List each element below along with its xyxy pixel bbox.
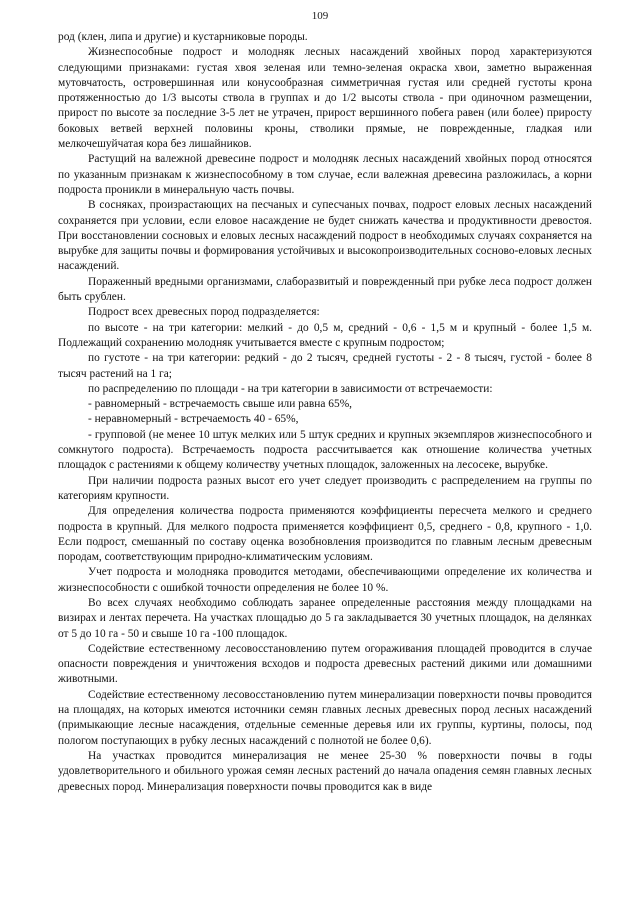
paragraph-19: На участках проводится минерализация не менее 25-30 % поверхности почвы в годы удовлетворительного и обильного урожая семян лесных растений до начала опадения семян главных лесных древесных пород. Минерализация поверхности почвы проводится как в виде [58, 749, 592, 793]
paragraph-13: При наличии подроста разных высот его учет следует производить с распределением на группы по категориям крупности. [58, 474, 592, 502]
page-number: 109 [311, 10, 329, 22]
paragraph-5: Пораженный вредными организмами, слаборазвитый и поврежденный при рубке леса подрост должен быть срублен. [58, 275, 592, 304]
paragraph-12: - групповой (не менее 10 штук мелких или 5 штук средних и крупных экземпляров жизнеспособного и сомкнутого подроста). Встречаемость подроста рассчитывается как отношение количества учетных площадок с растениями к общему количеству учетных площадок, заложенных на лесосеке, вырубке. [58, 428, 592, 472]
paragraph-15: Учет подроста и молодняка проводится методами, обеспечивающими определение их количества и жизнеспособности с ошибкой точности определения не более 10 %. [58, 566, 592, 594]
paragraph-2: Жизнеспособные подрост и молодняк лесных насаждений хвойных пород характеризуются следующими признаками: густая хвоя зеленая или темно-зеленая окраска хвои, заметно выраженная мутовчатость, островершинная или конусообразная симметричная густая или средней густоты крона протяженностью до 1/3 высоты ствола в группах и до 1/2 высоты ствола - при одиночном размещении, прирост по высоте за последние 3-5 лет не утрачен, прирост вершинного побега равен (или более) приросту боковых ветвей верхней половины кроны, стволики прямые, не поврежденные, гладкая или мелкочешуйчатая кора без лишайников. [58, 46, 592, 151]
document-text [58, 30, 592, 795]
paragraph-9: по распределению по площади - на три категории в зависимости от встречаемости: [88, 382, 493, 395]
paragraph-8: по густоте - на три категории: редкий - до 2 тысяч, средней густоты - 2 - 8 тысяч, густой - более 8 тысяч растений на 1 га; [58, 352, 592, 380]
paragraph-4: В сосняках, произрастающих на песчаных и супесчаных почвах, подрост еловых лесных насаждений сохраняется при условии, если еловое насаждение не будет снижать качества и продуктивности древостоя. При восстановлении сосновых и еловых лесных насаждений подрост в необходимых случаях сохраняется на вырубке для защиты почвы и формирования устойчивых и высокопроизводительных сосново-еловых лесных насаждений. [58, 199, 592, 273]
paragraph-18: Содействие естественному лесовосстановлению путем минерализации поверхности почвы проводится на площадях, на которых имеются источники семян главных лесных древесных пород лесных насаждений (примыкающие лесные насаждения, отдельные семенные деревья или их группы, куртины, полосы, под пологом поступающих в рубку лесных насаждений с полнотой не более 0,6). [58, 688, 592, 747]
paragraph-14: Для определения количества подроста применяются коэффициенты пересчета мелкого и среднего подроста в крупный. Для мелкого подроста применяется коэффициент 0,5, среднего - 0,8, крупного - 1,0. Если подрост, смешанный по составу оценка возобновления производится по главным лесным древесным породам, соответствующим природно-климатическим условиям. [58, 505, 592, 564]
paragraph-1: род (клен, липа и другие) и кустарниковые породы. [58, 31, 308, 43]
paragraph-3: Растущий на валежной древесине подрост и молодняк лесных насаждений хвойных пород относятся по указанным признакам к жизнеспособному в том случае, если валежная древесина разложилась, а корни подроста проникли в минеральную часть почвы. [58, 153, 592, 196]
paragraph-7: по высоте - на три категории: мелкий - до 0,5 м, средний - 0,6 - 1,5 м и крупный - более 1,5 м. Подлежащий сохранению молодняк учитывается вместе с крупным подростом; [58, 321, 592, 349]
paragraph-10: - равномерный - встречаемость свыше или равна 65%, [88, 398, 353, 411]
paragraph-6: Подрост всех древесных пород подразделяется: [88, 306, 320, 319]
paragraph-11: - неравномерный - встречаемость 40 - 65%, [88, 413, 299, 426]
paragraph-17: Содействие естественному лесовосстановлению путем огораживания площадей проводится в случае опасности повреждения и уничтожения всходов и подроста древесных растений дикими или домашними животными. [58, 642, 592, 686]
paragraph-16: Во всех случаях необходимо соблюдать заранее определенные расстояния между площадками на визирах и лентах перечета. На участках площадью до 5 га закладывается 30 учетных площадок, на делянках от 5 до 10 га - 50 и свыше 10 га -100 площадок. [58, 596, 592, 640]
